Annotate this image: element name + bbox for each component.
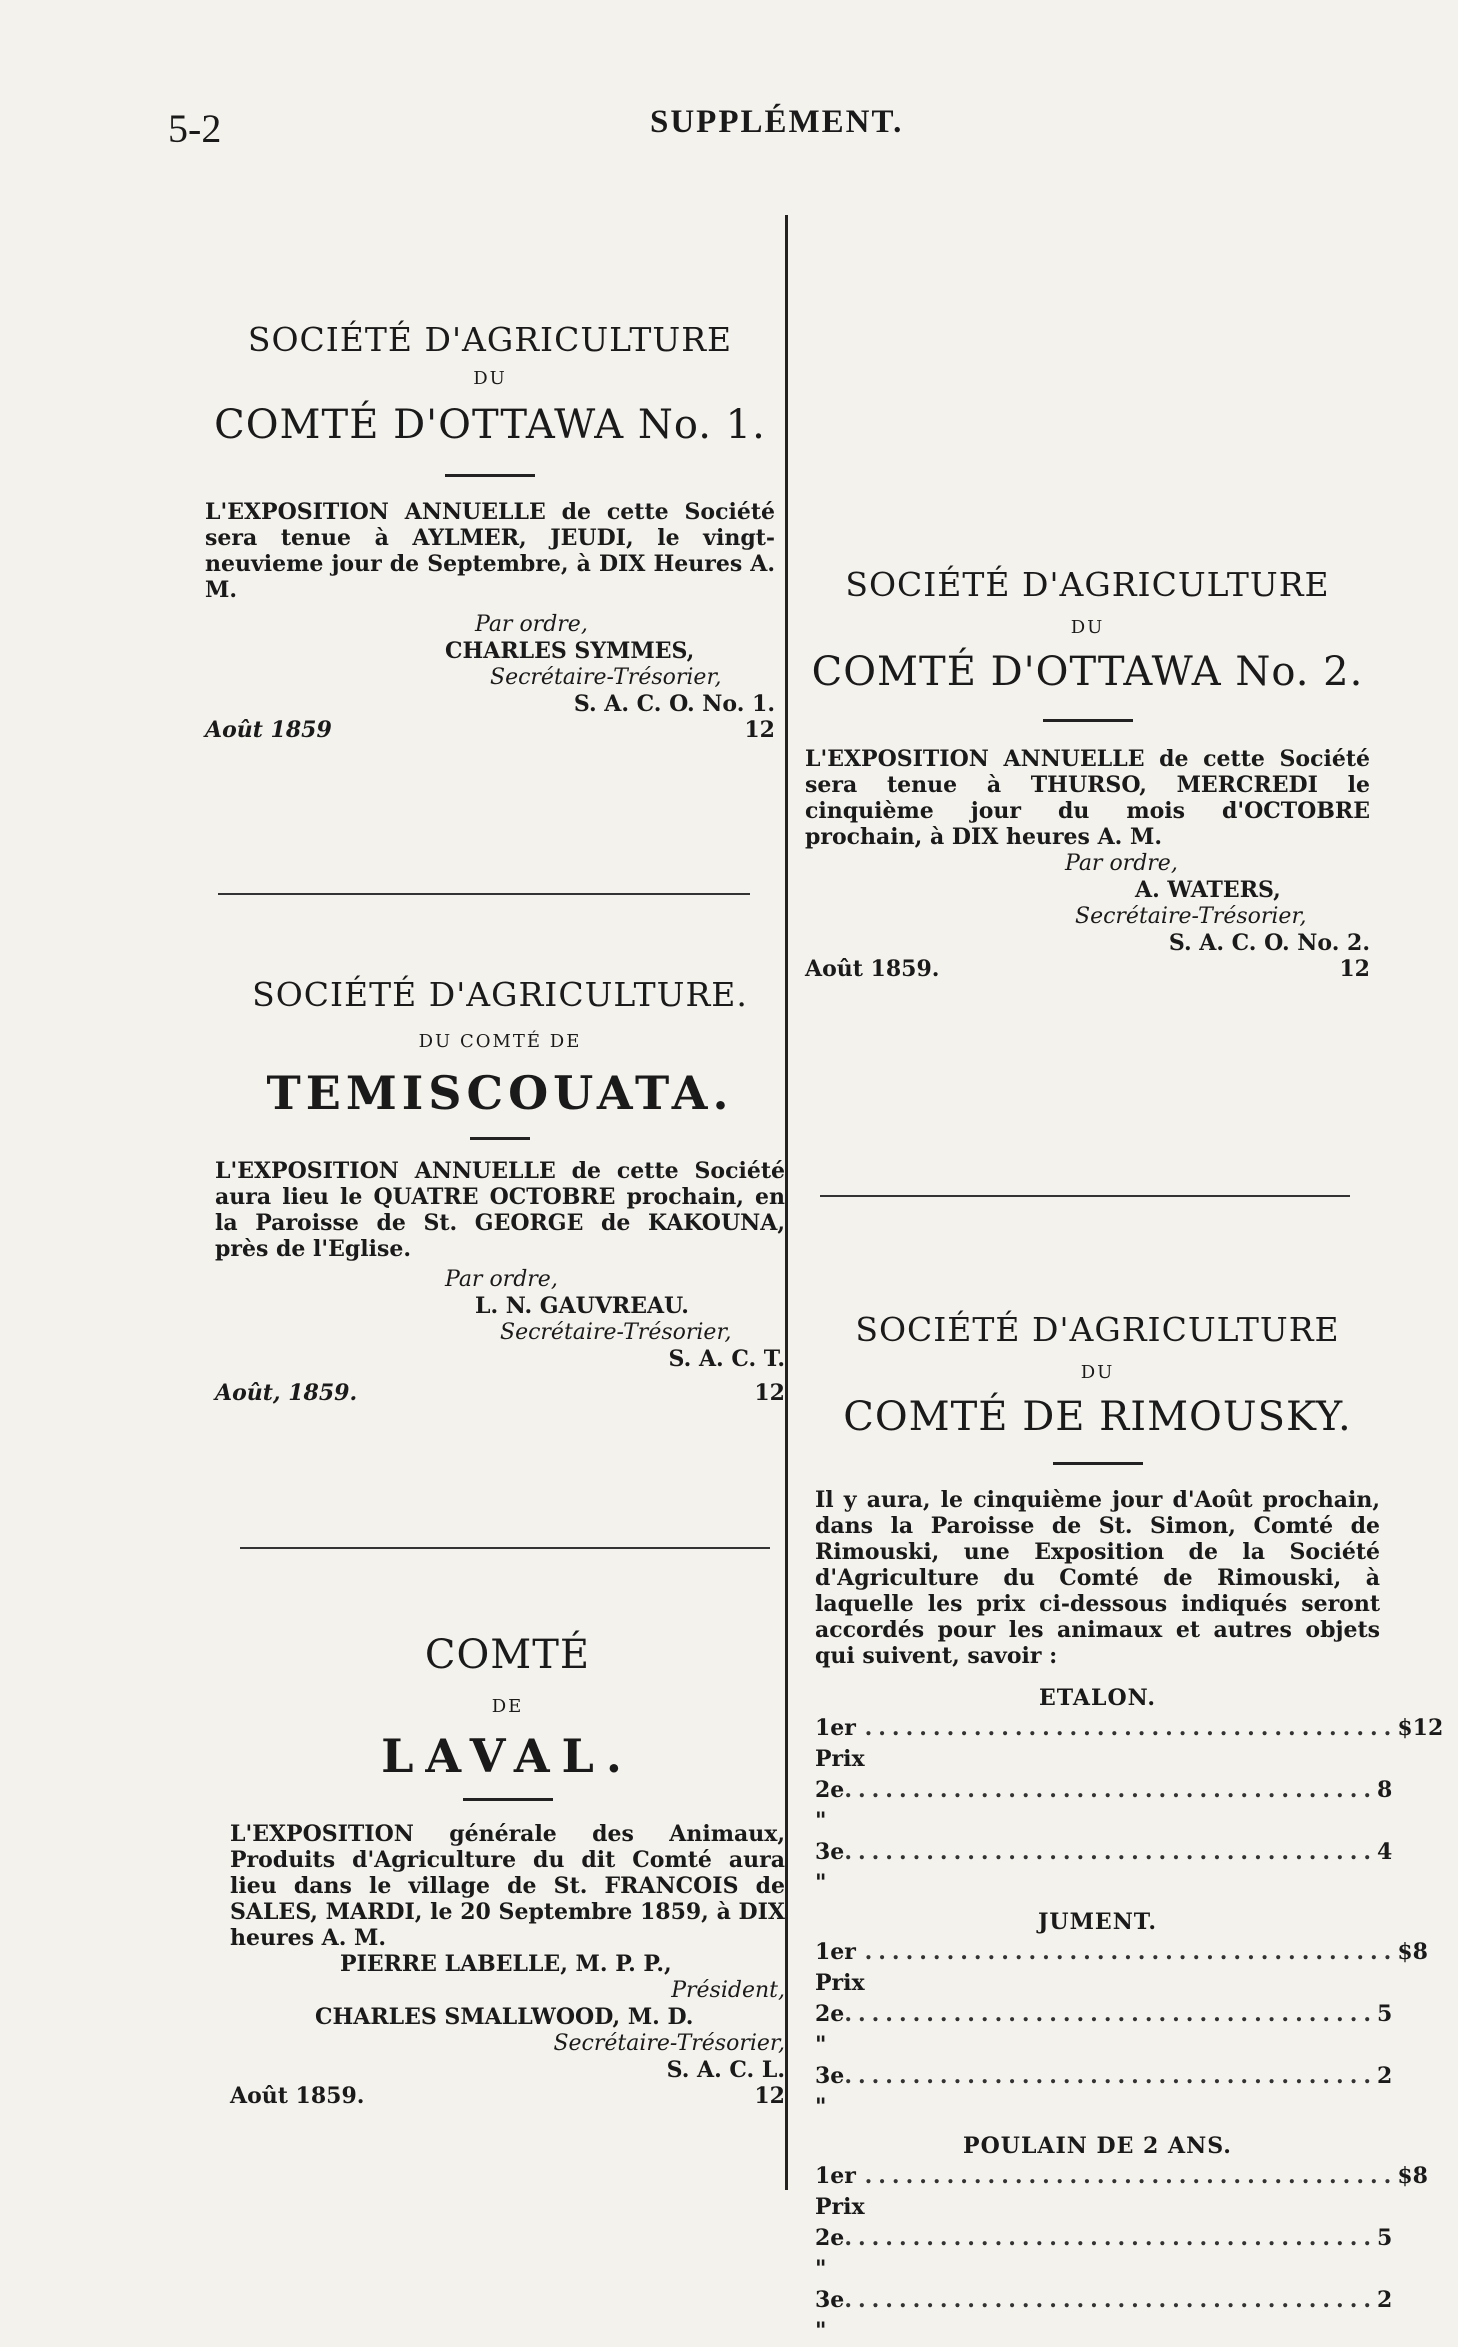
signer-org: S. A. C. O. No. 1. xyxy=(573,691,775,717)
date-row xyxy=(805,956,1370,982)
prize-section-title: JUMENT. xyxy=(1037,1909,1158,1935)
date-row xyxy=(230,2083,785,2109)
section-separator xyxy=(218,893,750,895)
signer-name: CHARLES SYMMES, xyxy=(445,638,695,664)
notice-date: Août, 1859. xyxy=(215,1380,358,1406)
notice-body: L'EXPOSITION ANNUELLE de cette Société sera tenue à AYLMER, JEUDI, le vingt-neuvieme jour de Septembre, à DIX Heures A. M. xyxy=(205,499,775,603)
signer-org: S. A. C. T. xyxy=(668,1346,785,1372)
notice-body: Il y aura, le cinquième jour d'Août prochain, dans la Paroisse de St. Simon, Comté de Rimouski, une Exposition de la Société d'Agriculture du Comté de Rimouski, à laquelle les prix ci-dessous indiqués seront accordés pour les animaux et autres objets qui suivent, savoir : xyxy=(815,1487,1380,1669)
president-role: Président, xyxy=(671,1978,785,2003)
date-row xyxy=(205,717,775,743)
prize-section-etalon xyxy=(815,1683,1444,1899)
society-heading: SOCIÉTÉ D'AGRICULTURE xyxy=(247,320,733,359)
notice-temiscouata xyxy=(215,975,785,1406)
prize-row: 3e " ....................................... 2 xyxy=(815,2063,1393,2120)
prize-section-title: POULAIN DE 2 ANS. xyxy=(963,2133,1232,2159)
notice-ottawa-1 xyxy=(205,320,775,743)
prize-row: 2e " ....................................... 8 xyxy=(815,1777,1393,1834)
notice-ottawa-2 xyxy=(805,565,1370,982)
society-heading: SOCIÉTÉ D'AGRICULTURE. xyxy=(252,975,748,1014)
du-label: DU COMTÉ DE xyxy=(418,1031,582,1052)
county-heading: LAVAL. xyxy=(381,1729,634,1783)
signer-role: Secrétaire-Trésorier, xyxy=(553,2031,785,2056)
county-heading: COMTÉ D'OTTAWA No. 1. xyxy=(214,402,766,448)
par-ordre: Par ordre, xyxy=(445,1267,558,1292)
short-rule xyxy=(1053,1462,1143,1465)
county-heading: TEMISCOUATA. xyxy=(266,1066,734,1120)
prize-row: 1er Prix ....................................... $8 xyxy=(815,1939,1428,1996)
notice-body: L'EXPOSITION ANNUELLE de cette Société sera tenue à THURSO, MERCREDI le cinquième jour du mois d'OCTOBRE prochain, à DIX heures A. M. xyxy=(805,746,1370,850)
par-ordre: Par ordre, xyxy=(475,612,588,637)
signer-org: S. A. C. L. xyxy=(666,2057,785,2083)
notice-date: Août 1859 xyxy=(205,717,332,743)
date-row xyxy=(215,1380,785,1406)
prize-section-poulain xyxy=(815,2131,1428,2347)
page-title: SUPPLÉMENT. xyxy=(650,104,904,140)
notice-laval xyxy=(230,1630,785,2109)
society-heading: SOCIÉTÉ D'AGRICULTURE xyxy=(845,565,1330,604)
signer-role: Secrétaire-Trésorier, xyxy=(500,1320,732,1345)
short-rule xyxy=(463,1798,553,1801)
section-separator xyxy=(240,1547,770,1549)
society-heading: SOCIÉTÉ D'AGRICULTURE xyxy=(855,1310,1340,1349)
president-name: PIERRE LABELLE, M. P. P., xyxy=(340,1951,672,1977)
signer-role: Secrétaire-Trésorier, xyxy=(1075,904,1307,929)
notice-rimousky xyxy=(815,1310,1444,2347)
prize-row: 2e " ....................................... 5 xyxy=(815,2001,1393,2058)
prize-section-jument xyxy=(815,1907,1428,2123)
signer-org: S. A. C. O. No. 2. xyxy=(1168,930,1370,956)
prize-section-title: ETALON. xyxy=(1039,1685,1156,1711)
short-rule xyxy=(1043,719,1133,722)
notice-date: Août 1859. xyxy=(805,956,940,982)
prize-row: 2e " ....................................... 5 xyxy=(815,2225,1393,2282)
prize-row: 3e " ....................................... 2 xyxy=(815,2287,1393,2344)
signer-name: L. N. GAUVREAU. xyxy=(475,1293,689,1319)
county-heading: COMTÉ DE RIMOUSKY. xyxy=(843,1394,1352,1440)
page-mark: 5-2 xyxy=(168,106,222,151)
short-rule xyxy=(445,474,535,477)
notice-date: Août 1859. xyxy=(230,2083,365,2109)
prize-row: 1er Prix ....................................... $8 xyxy=(815,2163,1428,2220)
comte-heading: COMTÉ xyxy=(424,1632,591,1678)
notice-body: L'EXPOSITION ANNUELLE de cette Société aura lieu le QUATRE OCTOBRE prochain, en la Paroisse de St. GEORGE de KAKOUNA, près de l'Eglise. xyxy=(215,1158,785,1262)
signer-role: Secrétaire-Trésorier, xyxy=(490,665,722,690)
section-separator xyxy=(820,1195,1350,1197)
notice-number: 12 xyxy=(744,717,775,743)
notice-body: L'EXPOSITION générale des Animaux, Produits d'Agriculture du dit Comté aura lieu dans le village de St. FRANCOIS de SALES, MARDI, le 20 Septembre 1859, à DIX heures A. M. xyxy=(230,1821,785,1951)
prize-row: 3e " ....................................... 4 xyxy=(815,1839,1393,1896)
prize-row: 1er Prix ....................................... $12 xyxy=(815,1715,1444,1772)
du-label: DU xyxy=(1080,1362,1115,1383)
du-label: DU xyxy=(1070,617,1105,638)
column-divider xyxy=(785,215,788,2190)
notice-number: 12 xyxy=(754,2083,785,2109)
du-label: DU xyxy=(473,368,507,389)
signer-name: CHARLES SMALLWOOD, M. D. xyxy=(315,2004,694,2030)
notice-number: 12 xyxy=(1339,956,1370,982)
signer-name: A. WATERS, xyxy=(1135,877,1281,903)
county-heading: COMTÉ D'OTTAWA No. 2. xyxy=(811,649,1364,695)
notice-number: 12 xyxy=(754,1380,785,1406)
par-ordre: Par ordre, xyxy=(1065,851,1178,876)
short-rule xyxy=(470,1137,530,1140)
de-label: DE xyxy=(491,1696,524,1717)
